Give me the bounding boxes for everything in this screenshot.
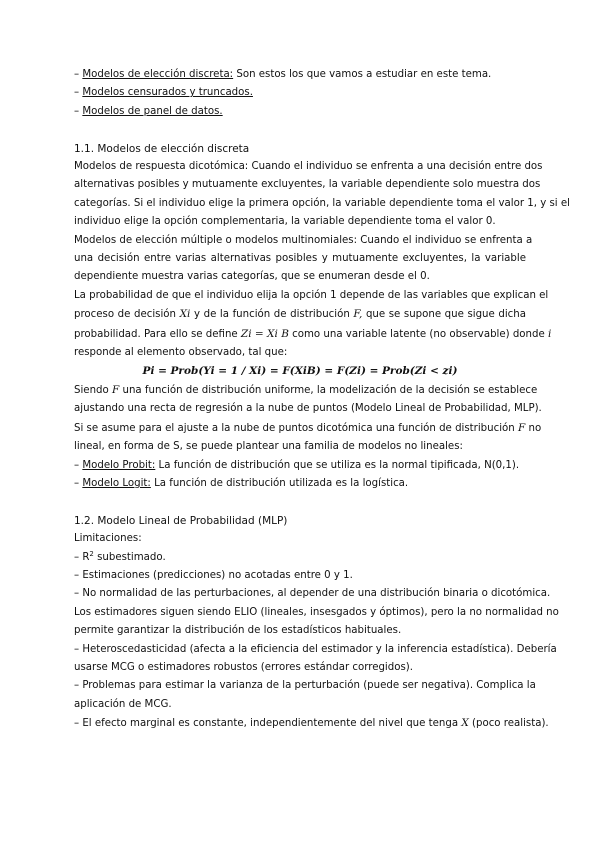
math-f: F bbox=[111, 383, 120, 396]
paragraph-line: ajustando una recta de regresión a la nube de puntos (Modelo Lineal de Probabilidad, MLP). bbox=[74, 403, 542, 415]
list-item: – Problemas para estimar la varianza de la perturbación (puede ser negativa). Complica la bbox=[74, 680, 536, 692]
paragraph-line: categorías. Si el individuo elige la primera opción, la variable dependiente toma el valor 1, y si el bbox=[74, 197, 570, 209]
list-item: – Modelos de panel de datos. bbox=[74, 105, 223, 117]
math-f: F, bbox=[353, 308, 363, 321]
paragraph-line: responde al elemento observado, tal que: bbox=[74, 347, 288, 359]
math-x: X bbox=[461, 717, 469, 730]
link-modelos-censurados[interactable]: Modelos censurados y truncados. bbox=[82, 87, 253, 99]
math-zi: Zi = Xi B bbox=[240, 327, 289, 340]
paragraph-line: Siendo F una función de distribución uniforme, la modelización de la decisión se establece bbox=[74, 383, 538, 396]
paragraph-line: La probabilidad de que el individuo elija la opción 1 depende de las variables que explican el bbox=[74, 289, 549, 301]
paragraph-line: una decisión entre varias alternativas posibles y mutuamente excluyentes, la variable bbox=[74, 253, 526, 265]
paragraph-line: individuo elige la opción complementaria, la variable dependiente toma el valor 0. bbox=[74, 216, 496, 228]
list-item: – Heteroscedasticidad (afecta a la eficiencia del estimador y la inferencia estadística). Debería bbox=[74, 643, 557, 655]
list-item: – Modelos de elección discreta: Son estos los que vamos a estudiar en este tema. bbox=[74, 69, 492, 80]
paragraph-line: lineal, en forma de S, se puede plantear una familia de modelos no lineales: bbox=[74, 441, 463, 453]
paragraph-line: Modelos de elección múltiple o modelos multinomiales: Cuando el individuo se enfrenta a bbox=[74, 234, 533, 246]
math-xi: Xi bbox=[179, 308, 191, 321]
paragraph-line: Si se asume para el ajuste a la nube de puntos dicotómica una función de distribución F no bbox=[74, 421, 542, 434]
list-item: – $R^2$ subestimado. bbox=[74, 549, 166, 563]
paragraph-line: permite garantizar la distribución de los estadísticos habituales. bbox=[74, 625, 402, 637]
list-item: – Estimaciones (predicciones) no acotadas entre 0 y 1. bbox=[74, 569, 353, 581]
paragraph-line: dependiente muestra varias categorías, que se enumeran desde el 0. bbox=[74, 271, 430, 283]
paragraph-line: usarse MCG o estimadores robustos (errores estándar corregidos). bbox=[74, 661, 413, 673]
math-i: i bbox=[547, 327, 552, 340]
link-modelo-probit[interactable]: Modelo Probit: bbox=[82, 459, 156, 471]
section-heading-1-1: 1.1. Modelos de elección discreta bbox=[74, 142, 250, 155]
paragraph-line: aplicación de MCG. bbox=[74, 698, 172, 710]
formula: Pi = Prob(Yi = 1 / Xi) = F(XiB) = F(Zi) = Prob(Zi < zi) bbox=[142, 365, 458, 378]
link-modelo-logit[interactable]: Modelo Logit: bbox=[82, 477, 151, 489]
list-item: – Modelo Probit: La función de distribución que se utiliza es la normal tipificada, N(0,1). bbox=[74, 459, 520, 471]
paragraph-line: alternativas posibles y mutuamente excluyentes, la variable dependiente solo muestra dos bbox=[74, 179, 541, 191]
paragraph-line: Los estimadores siguen siendo ELIO (lineales, insesgados y óptimos), pero la no normalidad no bbox=[74, 606, 559, 618]
section-heading-1-2: 1.2. Modelo Lineal de Probabilidad (MLP) bbox=[74, 514, 288, 527]
math-f: F bbox=[517, 421, 526, 434]
label-limitaciones: Limitaciones: bbox=[74, 533, 142, 545]
document-page bbox=[74, 66, 570, 734]
list-item: – No normalidad de las perturbaciones, al depender de una distribución binaria o dicotómica. bbox=[74, 588, 551, 600]
link-modelos-eleccion-discreta[interactable]: Modelos de elección discreta: bbox=[82, 69, 234, 80]
list-item: – El efecto marginal es constante, independientemente del nivel que tenga X (poco realista). bbox=[74, 717, 549, 730]
paragraph-line: proceso de decisión Xi y de la función de distribución F, que se supone que sigue dicha bbox=[74, 308, 526, 321]
list-item: – Modelo Logit: La función de distribución utilizada es la logística. bbox=[74, 477, 409, 489]
paragraph-line: Modelos de respuesta dicotómica: Cuando el individuo se enfrenta a una decisión entre dos bbox=[74, 161, 543, 173]
link-modelos-panel[interactable]: Modelos de panel de datos. bbox=[82, 105, 223, 117]
list-item: – Modelos censurados y truncados. bbox=[74, 87, 253, 99]
paragraph-line: probabilidad. Para ello se define Zi = Xi B como una variable latente (no observable) donde i bbox=[74, 327, 552, 340]
